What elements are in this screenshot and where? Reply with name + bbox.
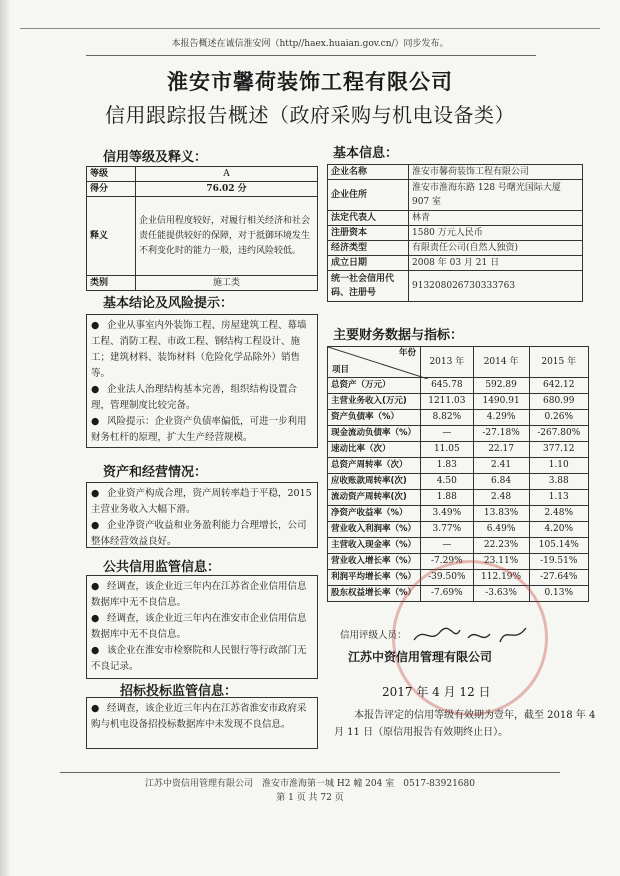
financial-value: -39.50%: [421, 570, 474, 586]
category-label: 类别: [87, 276, 136, 291]
list-item: ● 经调查，该企业近三年内在江苏省淮安市政府采购与机电设备招投标数据库中未发现不良信息。: [91, 703, 307, 730]
list-item: ● 该企业在淮安市检察院和人民银行等行政部门无不良记录。: [91, 645, 307, 672]
bullet-icon: ●: [91, 645, 100, 656]
financial-value: -27.64%: [529, 570, 589, 586]
rating-company: 江苏中资信用管理有限公司: [348, 650, 493, 664]
year-2015-header: 2015 年: [529, 347, 589, 378]
footer-contact: 江苏中资信用管理有限公司 淮安市淮海第一城 H2 幢 204 室 0517-83921680: [145, 779, 475, 789]
financial-value: 1490.91: [473, 394, 529, 410]
rater-label: 信用评级人员：: [340, 630, 407, 641]
title-rule: [86, 55, 536, 56]
grade-value: A: [136, 167, 318, 182]
address-value: 淮安市淮海东路 128 号曙光国际大厦 907 室: [409, 180, 583, 211]
financial-item-label: 流动资产周转率(次): [328, 490, 421, 506]
financial-value: -19.51%: [529, 554, 589, 570]
financial-value: -267.80%: [529, 426, 589, 442]
conclusion-box: [86, 314, 318, 448]
table-row: [328, 180, 583, 211]
table-row: [328, 458, 589, 474]
credit-code-value: 913208026730333763: [409, 271, 583, 302]
table-row: [328, 241, 583, 256]
list-item: ● 风险提示：企业资产负债率偏低，可进一步利用财务杠杆的原理，扩大生产经营规模。: [91, 416, 307, 443]
basic-info-heading: 基本信息：: [333, 146, 399, 161]
table-row: [328, 211, 583, 226]
financial-value: 22.23%: [473, 538, 529, 554]
handwritten-signature: [410, 622, 530, 648]
year-2014-header: 2014 年: [473, 347, 529, 378]
financial-value: 3.49%: [421, 506, 474, 522]
economic-type-label: 经济类型: [328, 241, 409, 256]
bidding-box: [86, 697, 318, 749]
financial-value: 0.26%: [529, 410, 589, 426]
financial-value: 1.10: [529, 458, 589, 474]
bullet-icon: ●: [91, 520, 100, 531]
legal-rep-value: 林青: [409, 211, 583, 226]
financial-value: 0.13%: [529, 586, 589, 602]
table-row: [328, 347, 589, 378]
financial-value: 112.19%: [473, 570, 529, 586]
financial-item-label: 总资产（万元）: [328, 378, 421, 394]
financial-value: 377.12: [529, 442, 589, 458]
financial-value: -27.18%: [473, 426, 529, 442]
bullet-icon: ●: [91, 320, 100, 331]
financial-value: -7.69%: [421, 586, 474, 602]
company-name-label: 企业名称: [328, 165, 409, 180]
table-row: [328, 522, 589, 538]
founded-value: 2008 年 03 月 21 日: [409, 256, 583, 271]
list-item: ● 经调查，该企业近三年内在江苏省企业信用信息数据库中无不良信息。: [91, 581, 307, 608]
table-row: [328, 165, 583, 180]
top-rule: [20, 28, 600, 29]
financial-value: 645.78: [421, 378, 474, 394]
validity-note: 本报告评定的信用等级有效期为壹年，截至 2018 年 4 月 11 日（原信用报告有效期终止日）。: [334, 710, 596, 738]
financial-heading: 主要财务数据与指标：: [333, 328, 464, 343]
financial-value: —: [421, 538, 474, 554]
year-item-header: [328, 347, 421, 378]
item-header: 项目: [332, 365, 350, 375]
list-item: ● 经调查，该企业近三年内在淮安市企业信用信息数据库中无不良信息。: [91, 613, 307, 640]
address-label: 企业住所: [328, 180, 409, 211]
bullet-icon: ●: [91, 581, 100, 592]
financial-value: 2.48%: [529, 506, 589, 522]
financial-value: 3.88: [529, 474, 589, 490]
score-label: 得分: [87, 182, 136, 197]
table-row: [328, 506, 589, 522]
report-title-company: 淮安市馨荷装饰工程有限公司: [167, 69, 453, 94]
financial-item-label: 应收账款周转率(次): [328, 474, 421, 490]
category-value: 施工类: [136, 276, 318, 291]
table-row: [328, 426, 589, 442]
table-row: [328, 256, 583, 271]
table-row: [87, 197, 318, 276]
public-credit-box: [86, 575, 318, 679]
financial-value: —: [421, 426, 474, 442]
financial-item-label: 净资产收益率（%）: [328, 506, 421, 522]
financial-value: 2.41: [473, 458, 529, 474]
financial-value: 1211.03: [421, 394, 474, 410]
financial-value: 1.88: [421, 490, 474, 506]
list-item: ● 企业法人治理结构基本完善，组织结构设置合理，管理制度比较完备。: [91, 384, 298, 411]
financial-item-label: 股东权益增长率（%）: [328, 586, 421, 602]
capital-value: 1580 万元人民币: [409, 226, 583, 241]
financial-value: 105.14%: [529, 538, 589, 554]
financial-value: 3.77%: [421, 522, 474, 538]
financial-item-label: 速动比率（次）: [328, 442, 421, 458]
page-number: 第 1 页 共 72 页: [276, 793, 344, 803]
grade-label: 等级: [87, 167, 136, 182]
report-date: 2017 年 4 月 12 日: [382, 685, 491, 699]
table-row: [87, 167, 318, 182]
table-row: [328, 271, 583, 302]
interpretation-value: 企业信用程度较好，对履行相关经济和社会责任能提供较好的保障，对于抵御环境发生不利变化时的能力一般，违约风险较低。: [136, 197, 318, 276]
table-row: [328, 442, 589, 458]
conclusion-heading: 基本结论及风险提示：: [103, 296, 234, 311]
financial-value: 642.12: [529, 378, 589, 394]
financial-value: 23.11%: [473, 554, 529, 570]
financial-value: 11.05: [421, 442, 474, 458]
financial-item-label: 利润平均增长率（%）: [328, 570, 421, 586]
financial-value: 2.48: [473, 490, 529, 506]
financial-item-label: 主营收入现金率（%）: [328, 538, 421, 554]
table-row: [328, 538, 589, 554]
table-row: [87, 182, 318, 197]
legal-rep-label: 法定代表人: [328, 211, 409, 226]
financial-value: 4.50: [421, 474, 474, 490]
list-item: ● 企业净资产收益和业务盈利能力合理增长，公司整体经营效益良好。: [91, 520, 307, 547]
founded-label: 成立日期: [328, 256, 409, 271]
bullet-icon: ●: [91, 416, 100, 427]
table-row: [87, 276, 318, 291]
year-2013-header: 2013 年: [421, 347, 474, 378]
page-edge-shadow: [0, 0, 10, 876]
financial-value: 4.20%: [529, 522, 589, 538]
table-row: [328, 490, 589, 506]
report-title-type: 信用跟踪报告概述（政府采购与机电设备类）: [105, 103, 515, 127]
company-name-value: 淮安市馨荷装饰工程有限公司: [409, 165, 583, 180]
basic-info-table: [327, 164, 583, 302]
list-item: ● 企业从事室内外装饰工程、房屋建筑工程、幕墙工程、消防工程、市政工程、钢结构工程设计、施工；建筑材料、装饰材料（危险化学品除外）销售等。: [91, 320, 307, 379]
financial-value: -7.29%: [421, 554, 474, 570]
financial-value: 13.83%: [473, 506, 529, 522]
financial-value: 680.99: [529, 394, 589, 410]
footer-rule: [60, 772, 560, 773]
interpretation-label: 释义: [87, 197, 136, 276]
financial-value: 592.89: [473, 378, 529, 394]
score-value: 76.02 分: [136, 182, 318, 197]
bullet-icon: ●: [91, 703, 100, 714]
capital-label: 注册资本: [328, 226, 409, 241]
financial-value: 6.49%: [473, 522, 529, 538]
table-row: [328, 394, 589, 410]
table-row: [328, 410, 589, 426]
bullet-icon: ●: [91, 384, 100, 395]
grade-table: [86, 166, 318, 291]
financial-value: -3.63%: [473, 586, 529, 602]
financial-value: 22.17: [473, 442, 529, 458]
assets-box: [86, 482, 318, 548]
financial-value: 4.29%: [473, 410, 529, 426]
list-item: ● 企业资产构成合理，资产周转率趋于平稳，2015 主营业务收入大幅下滑。: [91, 488, 312, 515]
public-credit-heading: 公共信用监管信息：: [103, 560, 221, 575]
financial-item-label: 总资产周转率（次）: [328, 458, 421, 474]
financial-item-label: 主营业务收入(万元): [328, 394, 421, 410]
financial-item-label: 现金流动负债率（%）: [328, 426, 421, 442]
credit-code-label: 统一社会信用代码、注册号: [328, 271, 409, 302]
economic-type-value: 有限责任公司(自然人独资): [409, 241, 583, 256]
financial-value: 6.84: [473, 474, 529, 490]
financial-value: 1.83: [421, 458, 474, 474]
bullet-icon: ●: [91, 488, 100, 499]
assets-heading: 资产和经营情况：: [103, 465, 208, 480]
financial-value: 1.13: [529, 490, 589, 506]
table-row: [328, 378, 589, 394]
table-row: [328, 226, 583, 241]
financial-item-label: 营业收入利润率（%）: [328, 522, 421, 538]
financial-item-label: 资产负债率（%）: [328, 410, 421, 426]
grade-heading: 信用等级及释义：: [103, 150, 208, 165]
financial-item-label: 营业收入增长率（%）: [328, 554, 421, 570]
top-notice: 本报告概述在诚信淮安网（http//haex.huaian.gov.cn/）同步发布。: [171, 39, 449, 49]
year-header: 年份: [398, 348, 416, 358]
bidding-heading: 招标投标监管信息：: [120, 684, 238, 699]
table-row: [328, 474, 589, 490]
financial-value: 8.82%: [421, 410, 474, 426]
bullet-icon: ●: [91, 613, 100, 624]
